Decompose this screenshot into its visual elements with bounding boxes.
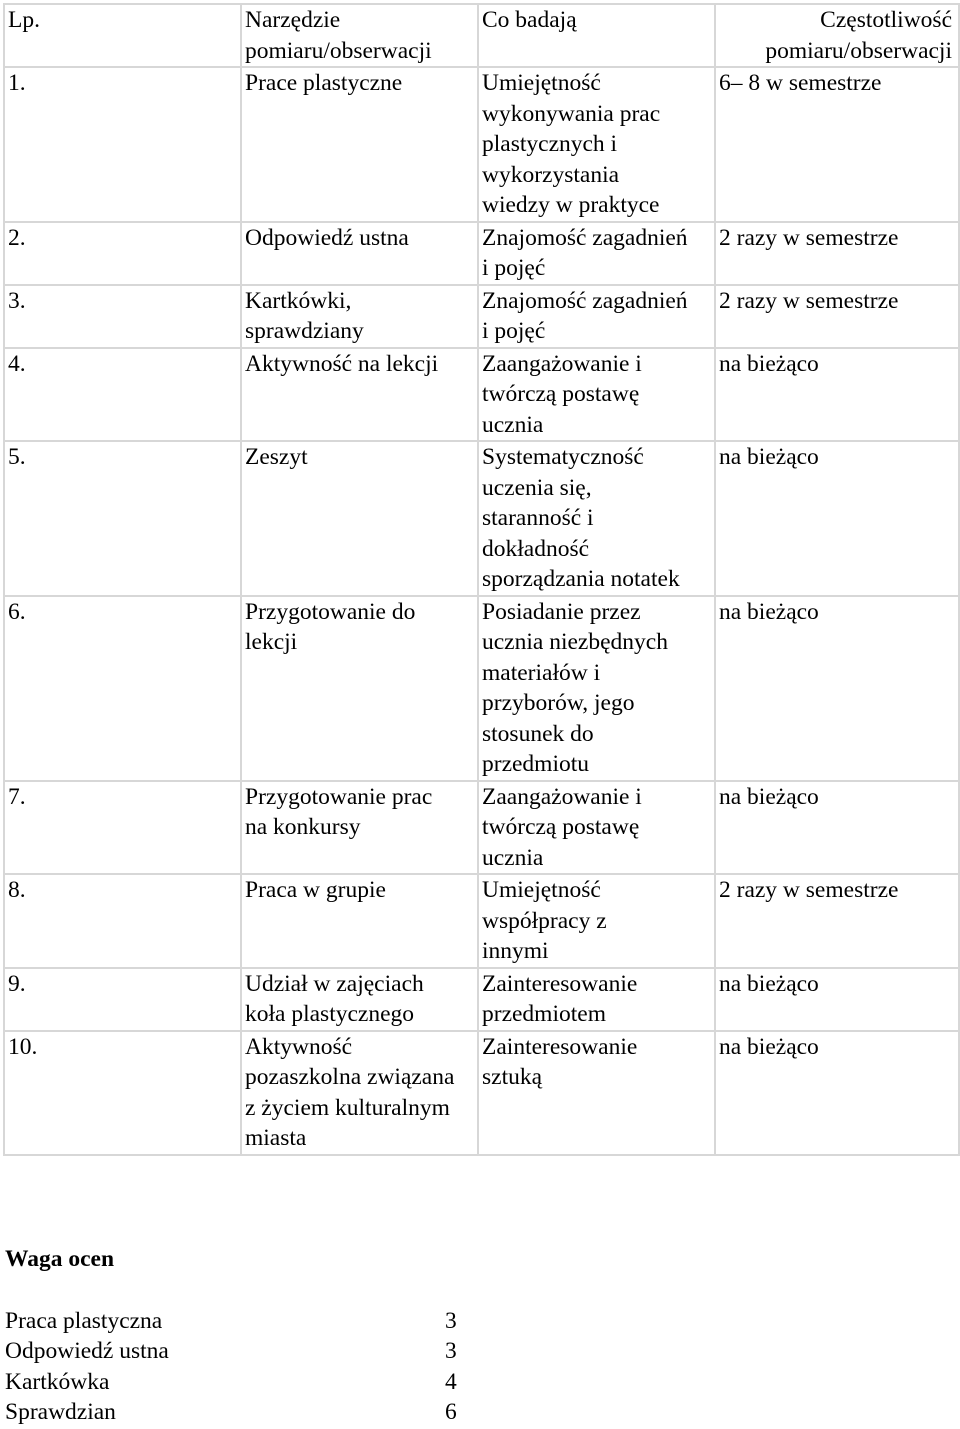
table-row [4,441,959,596]
table-row [4,781,959,875]
cell-what: Umiejętność wykonywania prac plastycznych i wykorzystania wiedzy w praktyce [478,67,715,222]
weight-name: Praca plastyczna [5,1308,163,1334]
weight-value: 3 [445,1308,457,1334]
cell-tool: Aktywność na lekcji [241,348,478,442]
cell-lp: 5. [4,441,241,596]
header-lp: Lp. [4,4,241,67]
cell-lp: 2. [4,222,241,285]
cell-lp: 1. [4,67,241,222]
cell-what: Umiejętność współpracy z innymi [478,874,715,968]
list-item [5,1336,465,1366]
cell-tool: Aktywność pozaszkolna związana z życiem kulturalnym miasta [241,1031,478,1155]
weights-heading: Waga ocen [5,1246,115,1272]
table-row [4,222,959,285]
table-header-row [4,4,959,67]
weights-list [5,1306,465,1427]
weight-value: 3 [445,1338,457,1365]
weight-name: Odpowiedź ustna [5,1338,169,1365]
cell-lp: 3. [4,285,241,348]
header-frequency: Częstotliwość pomiaru/obserwacji [715,4,959,67]
cell-tool: Udział w zajęciach koła plastycznego [241,968,478,1031]
cell-frequency: na bieżąco [715,441,959,596]
cell-frequency: 2 razy w semestrze [715,874,959,968]
table-row [4,968,959,1031]
cell-tool: Przygotowanie do lekcji [241,596,478,781]
cell-what: Zainteresowanie sztuką [478,1031,715,1155]
cell-tool: Kartkówki, sprawdziany [241,285,478,348]
cell-frequency: 6– 8 w semestrze [715,67,959,222]
header-what: Co badają [478,4,715,67]
cell-frequency: 2 razy w semestrze [715,222,959,285]
cell-frequency: na bieżąco [715,348,959,442]
table-row [4,1031,959,1155]
cell-lp: 8. [4,874,241,968]
cell-lp: 10. [4,1031,241,1155]
list-item [5,1306,465,1336]
cell-what: Posiadanie przez ucznia niezbędnych materiałów i przyborów, jego stosunek do przedmiotu [478,596,715,781]
cell-frequency: na bieżąco [715,1031,959,1155]
cell-frequency: na bieżąco [715,968,959,1031]
cell-tool: Prace plastyczne [241,67,478,222]
table-row [4,348,959,442]
weight-value: 6 [445,1398,457,1425]
cell-what: Znajomość zagadnień i pojęć [478,285,715,348]
cell-lp: 4. [4,348,241,442]
list-item [5,1397,465,1427]
table-row [4,67,959,222]
cell-tool: Zeszyt [241,441,478,596]
header-tool: Narzędzie pomiaru/obserwacji [241,4,478,67]
cell-tool: Odpowiedź ustna [241,222,478,285]
cell-tool: Przygotowanie prac na konkursy [241,781,478,875]
weight-value: 4 [445,1368,457,1395]
cell-lp: 6. [4,596,241,781]
cell-what: Systematyczność uczenia się, staranność i dokładność sporządzania notatek [478,441,715,596]
weight-name: Sprawdzian [5,1398,116,1425]
cell-what: Zaangażowanie i twórczą postawę ucznia [478,781,715,875]
cell-lp: 7. [4,781,241,875]
list-item [5,1367,465,1397]
table-row [4,874,959,968]
cell-tool: Praca w grupie [241,874,478,968]
weight-name: Kartkówka [5,1368,110,1395]
cell-frequency: na bieżąco [715,781,959,875]
table-row [4,285,959,348]
cell-what: Znajomość zagadnień i pojęć [478,222,715,285]
cell-what: Zaangażowanie i twórczą postawę ucznia [478,348,715,442]
cell-lp: 9. [4,968,241,1031]
table-row [4,596,959,781]
cell-frequency: na bieżąco [715,596,959,781]
cell-frequency: 2 razy w semestrze [715,285,959,348]
assessment-table [3,3,960,1156]
cell-what: Zainteresowanie przedmiotem [478,968,715,1031]
